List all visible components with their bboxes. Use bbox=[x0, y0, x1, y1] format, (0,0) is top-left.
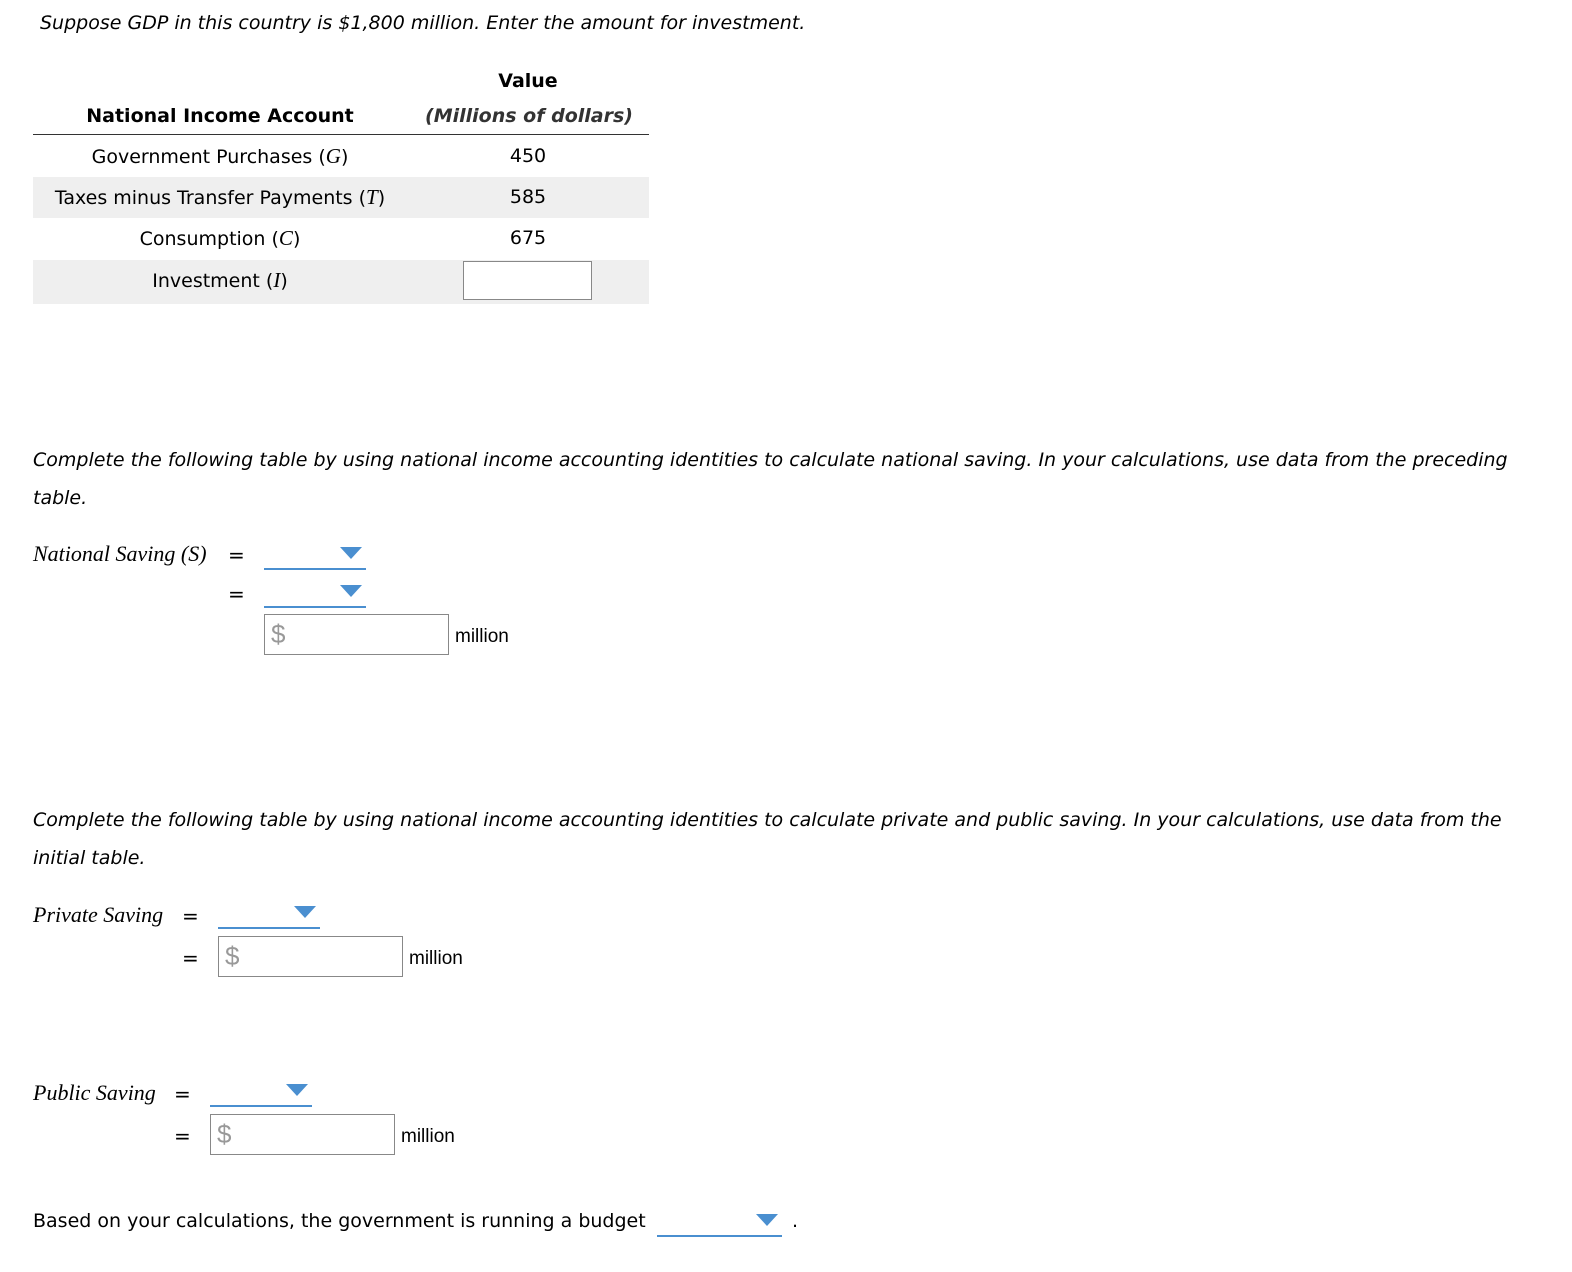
private-public-instructions: Complete the following table by using national income accounting identities to calculate private and public saving. In your calculations, use data from the initial table. bbox=[33, 809, 1502, 869]
private-saving-label: Private Saving bbox=[33, 902, 164, 927]
table-row-investment bbox=[33, 260, 649, 304]
dollar-sign-icon: $ bbox=[217, 1119, 232, 1149]
row-value: 450 bbox=[509, 145, 547, 167]
row-label: Taxes minus Transfer Payments (T) bbox=[54, 185, 386, 209]
row-label: Consumption (C) bbox=[139, 226, 301, 250]
equals-sign: = bbox=[174, 1124, 191, 1148]
public-saving-amount-field[interactable] bbox=[210, 1114, 395, 1155]
private-saving-amount-field[interactable] bbox=[218, 936, 403, 977]
table-row-taxes bbox=[33, 177, 649, 218]
national-saving-instructions: Complete the following table by using national income accounting identities to calculate national saving. In your calculations, use data from the preceding table. bbox=[33, 449, 1508, 509]
row-label: Investment (I) bbox=[152, 268, 288, 292]
dollar-sign-icon: $ bbox=[271, 619, 286, 649]
table-row-consumption bbox=[33, 218, 649, 259]
header-account: National Income Account bbox=[86, 105, 354, 127]
row-value: 675 bbox=[509, 227, 547, 249]
equals-sign: = bbox=[228, 543, 245, 567]
table-row-government-purchases bbox=[33, 136, 649, 177]
national-saving-amount-field[interactable] bbox=[264, 614, 449, 655]
national-saving-amount-input[interactable] bbox=[293, 617, 447, 653]
private-saving-formula-dropdown[interactable] bbox=[218, 903, 320, 929]
national-saving-formula-dropdown[interactable] bbox=[264, 544, 366, 570]
budget-sentence: Based on your calculations, the government is running a budget bbox=[33, 1210, 646, 1232]
national-saving-label: National Saving (S) bbox=[33, 541, 207, 566]
public-saving-label: Public Saving bbox=[33, 1080, 156, 1105]
dropdown-arrow-icon bbox=[286, 1084, 308, 1096]
sentence-period: . bbox=[792, 1210, 799, 1232]
dropdown-arrow-icon bbox=[340, 585, 362, 597]
dropdown-arrow-icon bbox=[340, 547, 362, 559]
public-saving-formula-dropdown[interactable] bbox=[210, 1081, 312, 1107]
investment-input[interactable] bbox=[463, 261, 592, 300]
national-saving-values-dropdown[interactable] bbox=[264, 582, 366, 608]
dropdown-arrow-icon bbox=[294, 906, 316, 918]
dropdown-arrow-icon bbox=[756, 1214, 778, 1226]
budget-status-dropdown[interactable] bbox=[657, 1211, 782, 1237]
header-units: (Millions of dollars) bbox=[425, 105, 633, 127]
public-saving-amount-input[interactable] bbox=[239, 1117, 393, 1153]
dollar-sign-icon: $ bbox=[225, 941, 240, 971]
equals-sign: = bbox=[182, 904, 199, 928]
equals-sign: = bbox=[228, 582, 245, 606]
equals-sign: = bbox=[174, 1082, 191, 1106]
table-header-rule bbox=[33, 134, 649, 135]
row-label: Government Purchases (G) bbox=[91, 144, 349, 168]
intro-text: Suppose GDP in this country is $1,800 million. Enter the amount for investment. bbox=[40, 12, 806, 34]
private-saving-amount-input[interactable] bbox=[247, 939, 401, 975]
unit-label: million bbox=[401, 1126, 455, 1147]
header-value: Value bbox=[498, 70, 558, 92]
unit-label: million bbox=[455, 626, 509, 647]
equals-sign: = bbox=[182, 946, 199, 970]
unit-label: million bbox=[409, 948, 463, 969]
row-value: 585 bbox=[509, 186, 547, 208]
